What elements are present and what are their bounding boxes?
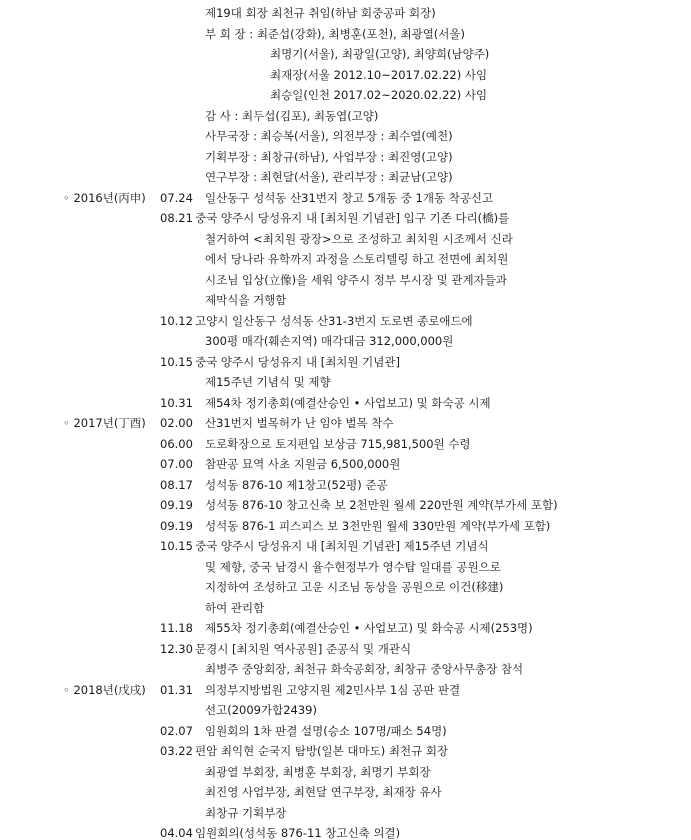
entry-date: 11.18 <box>160 621 193 635</box>
entry-text: 중국 양주시 당성유지 내 [최치원 기념관] 입구 기존 다리(橋)를 <box>195 211 510 225</box>
entry-text: 일산동구 성석동 산31번지 창고 5개동 중 1개동 착공신고 <box>205 191 494 205</box>
entry-text: 제54차 정기총회(예결산승인 • 사업보고) 및 화숙공 시제 <box>205 396 491 410</box>
entry-text: 최승일(인천 2017.02~2020.02.22) 사임 <box>270 88 488 102</box>
entry-date: 10.15 <box>160 539 193 553</box>
entry-text: 중국 양주시 당성유지 내 [최치원 기념관] 제15주년 기념식 <box>195 539 489 553</box>
entry-text: 부 회 장 : 최준섭(강화), 최병훈(포천), 최광열(서울) <box>205 27 465 41</box>
entry-text: 하여 관리함 <box>205 601 265 615</box>
entry-text: 제15주년 기념식 및 제향 <box>205 375 331 389</box>
year-label: ◦ 2018년(戊戌) <box>63 683 146 697</box>
entry-text: 참판공 묘역 사초 지원금 6,500,000원 <box>205 457 401 471</box>
entry-text: 제막식을 거행함 <box>205 293 287 307</box>
entry-text: 최창규 기획부장 <box>205 806 287 820</box>
entry-text: 임원회의(성석동 876-11 창고신축 의결) <box>195 826 401 840</box>
entry-text: 성석동 876-1 피스피스 보 3천만원 월세 330만원 계약(부가세 포함) <box>205 519 551 533</box>
entry-text: 최재장(서울 2012.10~2017.02.22) 사임 <box>270 68 488 82</box>
entry-text: 연구부장 : 최현달(서울), 관리부장 : 최균남(고양) <box>205 170 453 184</box>
entry-text: 제55차 정기총회(예결산승인 • 사업보고) 및 화숙공 시제(253명) <box>205 621 533 635</box>
entry-date: 10.12 <box>160 314 193 328</box>
year-label: ◦ 2016년(丙申) <box>63 191 146 205</box>
entry-text: 사무국장 : 최승복(서울), 의전부장 : 최수열(예천) <box>205 129 453 143</box>
entry-text: 성석동 876-10 제1창고(52평) 준공 <box>205 478 388 492</box>
entry-date: 08.21 <box>160 211 193 225</box>
entry-text: 및 제향, 중국 남경시 율수현정부가 영수탑 일대를 공원으로 <box>205 560 501 574</box>
entry-date: 03.22 <box>160 744 193 758</box>
entry-text: 편암 최익현 순국지 탐방(일본 대마도) 최천규 회장 <box>195 744 449 758</box>
entry-text: 최광열 부회장, 최병훈 부회장, 최명기 부회장 <box>205 765 431 779</box>
entry-text: 지정하여 조성하고 고운 시조님 동상을 공원으로 이건(移建) <box>205 580 504 594</box>
entry-text: 최진영 사업부장, 최현달 연구부장, 최재장 유사 <box>205 785 442 799</box>
entry-text: 성석동 876-10 창고신축 보 2천만원 월세 220만원 계약(부가세 포함) <box>205 498 558 512</box>
entry-text: 임원회의 1차 판결 설명(승소 107명/패소 54명) <box>205 724 447 738</box>
entry-date: 09.19 <box>160 498 193 512</box>
entry-text: 최병주 중앙회장, 최천규 화숙공회장, 최창규 중앙사무총장 참석 <box>205 662 524 676</box>
entry-text: 300평 매각(훼손지역) 매각대금 312,000,000원 <box>205 334 454 348</box>
entry-date: 04.04 <box>160 826 193 840</box>
entry-text: 기획부장 : 최창규(하남), 사업부장 : 최진영(고양) <box>205 150 453 164</box>
entry-text: 선고(2009가합2439) <box>205 703 317 717</box>
entry-date: 10.15 <box>160 355 193 369</box>
entry-date: 06.00 <box>160 437 193 451</box>
entry-text: 의정부지방법원 고양지원 제2민사부 1심 공판 판결 <box>205 683 461 697</box>
entry-text: 철거하여 <최치원 광장>으로 조성하고 최치원 시조께서 신라 <box>205 232 513 246</box>
entry-text: 시조님 입상(立像)을 세워 양주시 정부 부시장 및 관계자들과 <box>205 273 507 287</box>
entry-date: 10.31 <box>160 396 193 410</box>
entry-date: 02.00 <box>160 416 193 430</box>
entry-date: 07.24 <box>160 191 193 205</box>
year-label: ◦ 2017년(丁酉) <box>63 416 146 430</box>
entry-date: 02.07 <box>160 724 193 738</box>
entry-date: 09.19 <box>160 519 193 533</box>
entry-text: 도로확장으로 토지편입 보상금 715,981,500원 수령 <box>205 437 471 451</box>
entry-text: 에서 당나라 유학까지 과정을 스토리텔링 하고 전면에 최치원 <box>205 252 509 266</box>
entry-text: 제19대 회장 최천규 취임(하남 회중공파 회장) <box>205 6 436 20</box>
entry-text: 중국 양주시 당성유지 내 [최치원 기념관] <box>195 355 400 369</box>
entry-date: 08.17 <box>160 478 193 492</box>
entry-text: 최명기(서울), 최광일(고양), 최양희(남양주) <box>270 47 490 61</box>
entry-date: 01.31 <box>160 683 193 697</box>
entry-text: 감 사 : 최두섭(김포), 최동엽(고양) <box>205 109 379 123</box>
entry-text: 문경시 [최치원 역사공원] 준공식 및 개관식 <box>195 642 412 656</box>
entry-text: 산31번지 벌목허가 난 임야 벌목 착수 <box>205 416 394 430</box>
entry-date: 12.30 <box>160 642 193 656</box>
entry-text: 고양시 일산동구 성석동 산31-3번지 도로변 종로애드에 <box>195 314 473 328</box>
entry-date: 07.00 <box>160 457 193 471</box>
